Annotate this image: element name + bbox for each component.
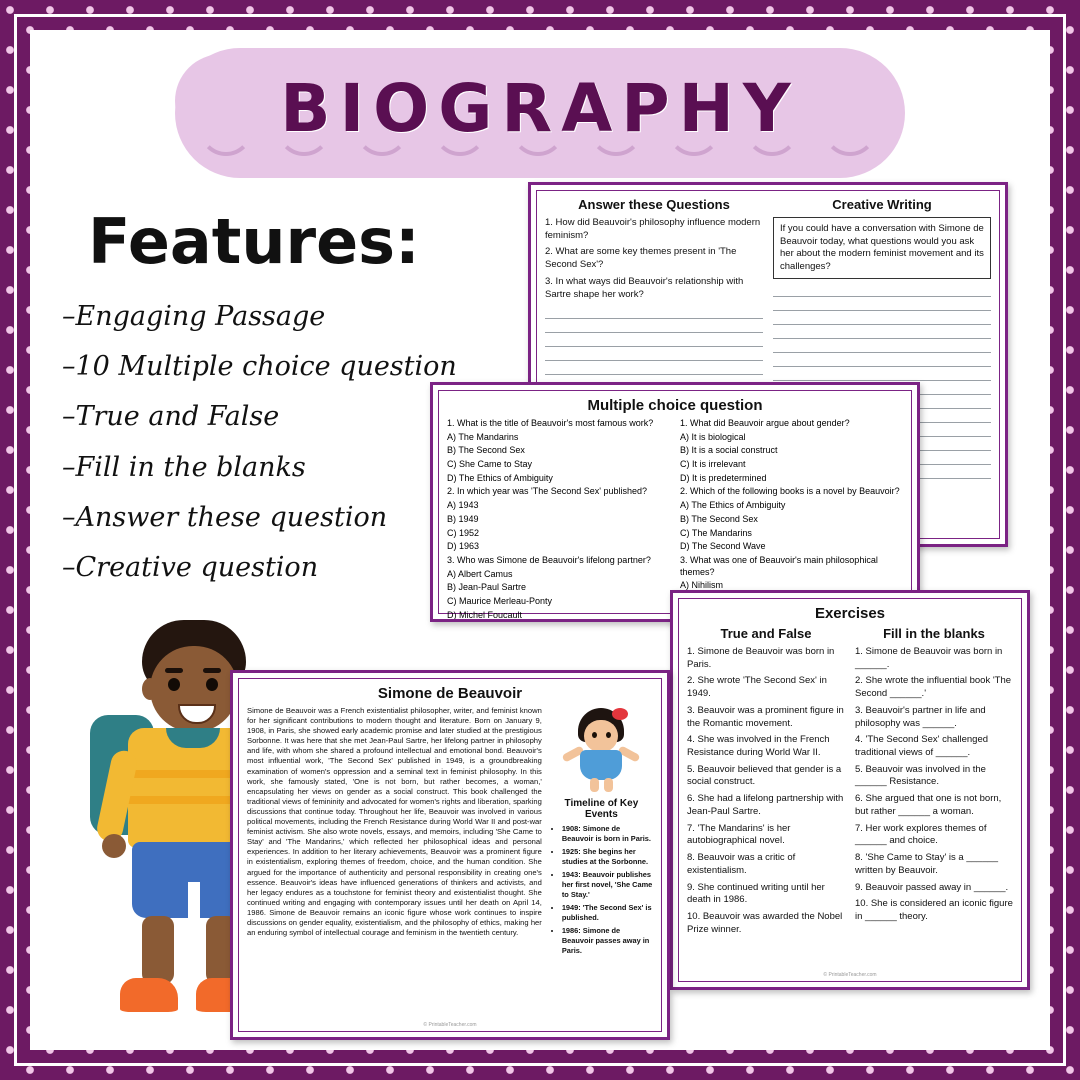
true-false-item[interactable]: 7. 'The Mandarins' is her autobiographical novel. <box>687 822 791 847</box>
title-banner <box>175 48 905 178</box>
poster-title: BIOGRAPHY <box>280 70 800 147</box>
feature-item: –True and False <box>62 401 280 433</box>
timeline-item: • 1943: Beauvoir publishes her first novel, 'She Came to Stay.' <box>562 870 653 900</box>
mcq-title: Multiple choice question <box>587 397 763 414</box>
passage-title: Simone de Beauvoir <box>377 685 523 702</box>
worksheet-passage[interactable] <box>230 670 670 1040</box>
mcq-left-column <box>447 418 670 622</box>
passage-credit: © PrintableTeacher.com <box>423 1022 477 1028</box>
mcq-option[interactable]: A) It is biological <box>680 431 746 442</box>
mcq-question: 2. Which of the following books is a novel by Beauvoir? <box>680 486 900 497</box>
passage-text-column <box>247 706 542 959</box>
true-false-item[interactable]: 5. Beauvoir believed that gender is a social construct. <box>687 763 842 788</box>
fill-blank-item[interactable]: 3. Beauvoir's partner in life and philosophy was ______. <box>855 704 986 729</box>
mcq-option[interactable]: C) 1952 <box>447 527 480 538</box>
worksheet-multiple-choice[interactable] <box>430 382 920 622</box>
true-false-title: True and False <box>720 626 812 641</box>
fill-blank-item[interactable]: 8. 'She Came to Stay' is a ______ written by Beauvoir. <box>855 852 999 876</box>
exercises-credit: © PrintableTeacher.com <box>823 972 877 978</box>
question-item: 1. How did Beauvoir's philosophy influence modern feminism? <box>545 217 761 241</box>
timeline-item: • 1949: 'The Second Sex' is published. <box>562 903 653 923</box>
mcq-option[interactable]: D) Michel Foucault <box>447 609 523 620</box>
fill-blanks-column <box>855 626 1013 940</box>
mcq-option[interactable]: B) 1949 <box>447 513 479 524</box>
mcq-option[interactable]: C) The Mandarins <box>680 527 752 538</box>
mcq-question: 1. What did Beauvoir argue about gender? <box>680 418 850 428</box>
fill-blank-item[interactable]: 1. Simone de Beauvoir was born in ______. <box>855 646 1003 670</box>
mcq-option[interactable]: B) The Second Sex <box>447 445 525 456</box>
feature-item: –Creative question <box>62 552 319 584</box>
timeline-list <box>550 824 653 956</box>
timeline-item: • 1908: Simone de Beauvoir is born in Paris. <box>562 824 653 844</box>
passage-sidebar <box>550 706 653 959</box>
mcq-option[interactable]: C) She Came to Stay <box>447 459 533 470</box>
creative-writing-prompt: If you could have a conversation with Simone de Beauvoir today, what questions would you ask her about the modern feminist movement and its challenges? <box>773 217 991 279</box>
mcq-option[interactable]: C) Maurice Merleau-Ponty <box>447 595 553 606</box>
mcq-option[interactable]: B) The Second Sex <box>680 513 758 524</box>
true-false-item[interactable]: 1. Simone de Beauvoir was born in Paris. <box>687 646 835 670</box>
mcq-option[interactable]: D) The Second Wave <box>680 541 766 552</box>
mcq-option[interactable]: D) It is predetermined <box>680 472 767 483</box>
mcq-option[interactable]: D) 1963 <box>447 541 480 552</box>
true-false-item[interactable]: 2. She wrote 'The Second Sex' in 1949. <box>687 675 827 700</box>
true-false-item[interactable]: 10. Beauvoir was awarded the Nobel Prize winner. <box>687 910 843 935</box>
features-list <box>62 292 482 593</box>
worksheet-exercises[interactable] <box>670 590 1030 990</box>
question-item: 2. What are some key themes present in 'The Second Sex'? <box>545 246 737 271</box>
mcq-option[interactable]: B) Jean-Paul Sartre <box>447 582 527 593</box>
mcq-option[interactable]: C) It is irrelevant <box>680 459 746 470</box>
true-false-item[interactable]: 3. Beauvoir was a prominent figure in the Romantic movement. <box>687 704 844 729</box>
mcq-question: 2. In which year was 'The Second Sex' published? <box>447 486 648 497</box>
true-false-item[interactable]: 4. She was involved in the French Resistance during World War II. <box>687 734 830 759</box>
answer-questions-list <box>545 217 763 301</box>
mcq-option[interactable]: A) 1943 <box>447 500 479 511</box>
question-item: 3. In what ways did Beauvoir's relationship with Sartre shape her work? <box>545 275 744 300</box>
fill-blanks-title: Fill in the blanks <box>883 626 985 641</box>
mcq-question: 3. What was one of Beauvoir's main philosophical themes? <box>680 554 878 577</box>
poster-canvas <box>30 30 1050 1050</box>
fill-blank-item[interactable]: 10. She is considered an iconic figure in ______ theory. <box>855 898 1013 922</box>
mcq-question: 1. What is the title of Beauvoir's most famous work? <box>447 418 654 428</box>
feature-item: –Answer these question <box>62 501 388 533</box>
timeline-item: • 1986: Simone de Beauvoir passes away in Paris. <box>562 926 653 956</box>
fill-blank-item[interactable]: 4. 'The Second Sex' challenged traditional views of ______. <box>855 734 989 759</box>
fill-blank-item[interactable]: 5. Beauvoir was involved in the ______ Resistance. <box>855 763 986 788</box>
true-false-list <box>687 646 845 936</box>
feature-item: –Fill in the blanks <box>62 451 306 483</box>
girl-illustration <box>558 706 644 792</box>
timeline-item: • 1925: She begins her studies at the Sorbonne. <box>562 847 653 867</box>
creative-writing-title: Creative Writing <box>832 197 932 212</box>
true-false-column <box>687 626 845 940</box>
mcq-option[interactable]: D) The Ethics of Ambiguity <box>447 472 553 483</box>
mcq-option[interactable]: B) It is a social construct <box>680 445 778 456</box>
answer-questions-title: Answer these Questions <box>578 197 730 212</box>
fill-blank-item[interactable]: 2. She wrote the influential book 'The Second ______.' <box>855 675 1012 700</box>
features-heading: Features: <box>88 205 420 278</box>
fill-blanks-list <box>855 646 1013 924</box>
mcq-option[interactable]: A) The Ethics of Ambiguity <box>680 500 786 511</box>
exercises-title: Exercises <box>814 605 886 622</box>
fill-blank-item[interactable]: 7. Her work explores themes of ______ and choice. <box>855 822 987 847</box>
timeline-title: Timeline of Key Events <box>564 798 639 820</box>
fill-blank-item[interactable]: 9. Beauvoir passed away in ______. <box>855 881 1009 893</box>
passage-body: Simone de Beauvoir was a French existentialist philosopher, writer, and feminist known for her significant contributions to modern thought and literature. Born on January 9, 1908, in Paris, she showed early academic promise and later studied at the prestigious Sorbonne. It was here that she met Jean-Paul Sartre, her lifelong partner in philosophy and life, with whom she shared a profound intellectual and emotional bond. Beauvoir's most influential work, 'The Second Sex' published in 1949, is a groundbreaking examination of women's oppression and a seminal text in feminist philosophy. In this work, she famously stated, 'One is not born, but rather becomes, a woman,' encapsulating her views on gender as a social construct. This book challenged the traditional views of femininity and advocated for women's rights and liberation, sparking discussions that continue today. Throughout her life, Beauvoir was involved in various political movements, including the French Resistance during World War II and post-war feminist activism. She also wrote novels, essays, and memoirs, including 'She Came to Stay' and 'The Mandarins,' which reflected her philosophical ideas and personal experiences. In addition to her literary achievements, Beauvoir was a prominent figure in existentialism, exploring themes of freedom, choice, and the human condition. She argued for the importance of authenticity and personal responsibility in creating one's essence. Beauvoir's ideas have influenced generations of thinkers and activists, and her legacy endures as a touchstone for feminist theory and existentialist thought. She continued writing and engaging with contemporary issues until her death on April 14, 1986. Simone de Beauvoir remains an iconic figure whose work continues to inspire discussions on gender equality, existentialism, and the philosophy of ethics, making her an enduring symbol of intellectual courage and feminism in the twentieth century. <box>247 706 542 938</box>
fill-blank-item[interactable]: 6. She argued that one is not born, but rather ______ a woman. <box>855 793 1002 817</box>
true-false-item[interactable]: 9. She continued writing until her death in 1986. <box>687 881 825 906</box>
true-false-item[interactable]: 6. She had a lifelong partnership with Jean-Paul Sartre. <box>687 793 844 817</box>
mcq-option[interactable]: A) Albert Camus <box>447 568 513 579</box>
mcq-option[interactable]: A) The Mandarins <box>447 431 519 442</box>
true-false-item[interactable]: 8. Beauvoir was a critic of existentialism. <box>687 852 796 876</box>
mcq-option[interactable]: A) Nihilism <box>680 580 724 591</box>
feature-item: –10 Multiple choice question <box>62 351 457 383</box>
feature-item: –Engaging Passage <box>62 301 326 332</box>
mcq-question: 3. Who was Simone de Beauvoir's lifelong partner? <box>447 554 651 565</box>
